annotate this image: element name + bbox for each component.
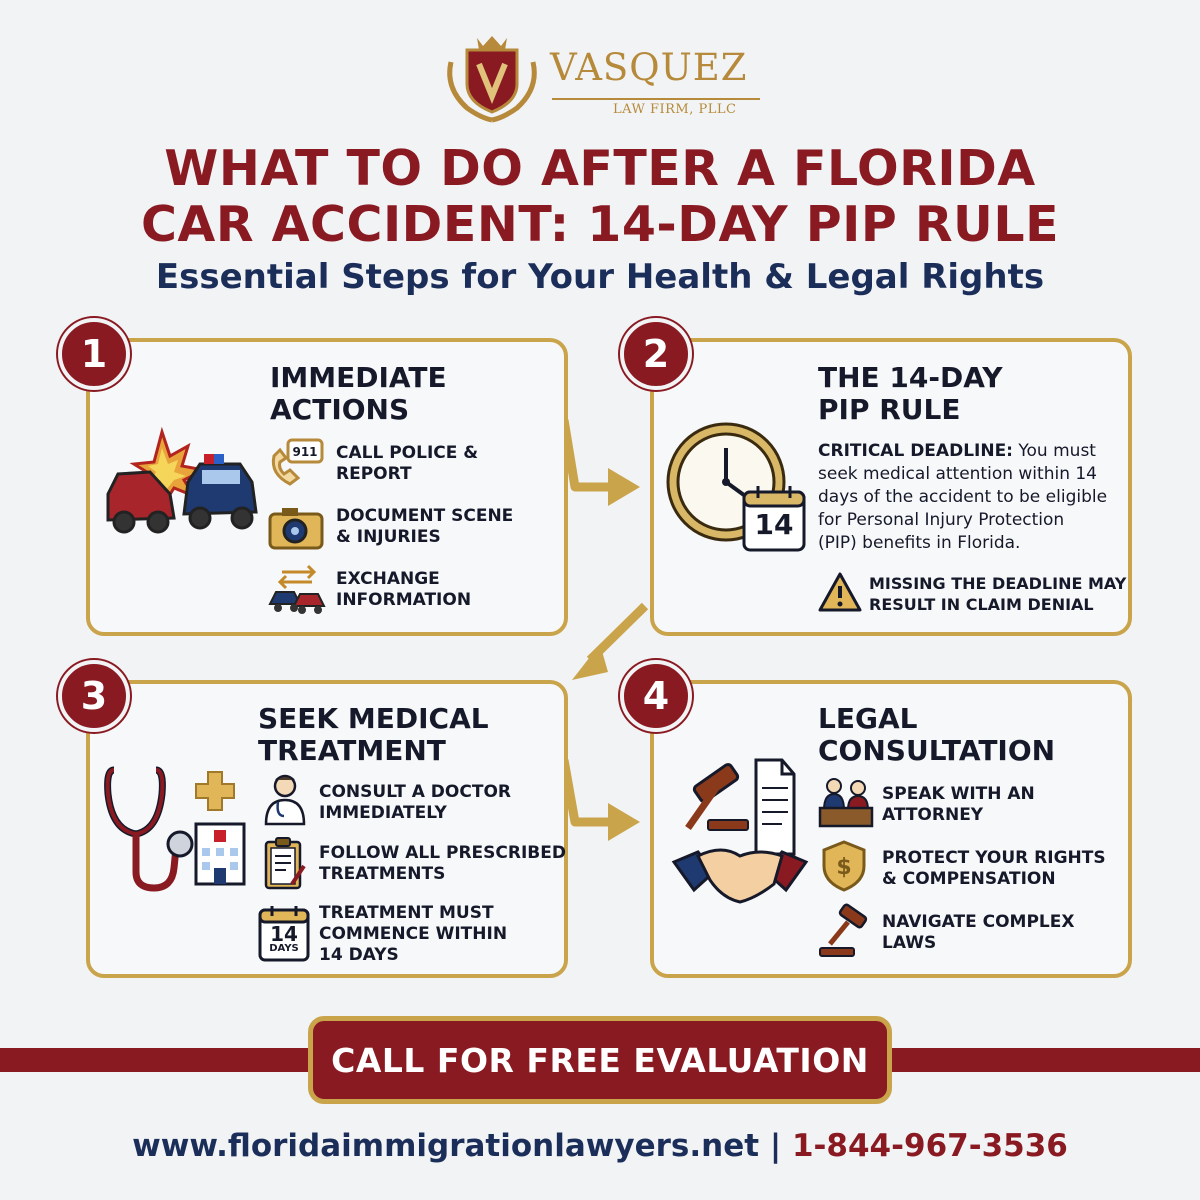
warning-icon (818, 572, 862, 612)
camera-icon (268, 504, 326, 550)
list-item: EXCHANGE INFORMATION (336, 569, 472, 610)
page-subtitle: Essential Steps for Your Health & Legal Rights (155, 257, 1045, 297)
svg-text:$: $ (836, 855, 852, 880)
step-title: SEEK MEDICAL TREATMENT (258, 702, 489, 767)
list-item: SPEAK WITH AN ATTORNEY (882, 784, 1035, 825)
exchange-cars-icon (268, 564, 326, 614)
deadline-text (818, 440, 1107, 555)
calendar-day-number: 14 (754, 508, 794, 541)
step-title: THE 14-DAY PIP RULE (818, 361, 1003, 426)
phone-911-icon (268, 438, 326, 488)
calendar-number: 14 (270, 922, 298, 946)
firm-name: VASQUEZ (550, 46, 748, 89)
list-item: PROTECT YOUR RIGHTS & COMPENSATION (882, 848, 1106, 889)
step-number-badge: 2 (620, 318, 692, 390)
step-number-badge: 4 (620, 660, 692, 732)
website-link[interactable]: www.floridaimmigrationlawyers.net (132, 1128, 760, 1164)
page-title-line-1: WHAT TO DO AFTER A FLORIDA (164, 140, 1036, 197)
list-item: FOLLOW ALL PRESCRIBED TREATMENTS (319, 843, 566, 884)
svg-text:911: 911 (292, 445, 318, 459)
doctor-icon (262, 772, 308, 826)
stethoscope-hospital-icon (104, 764, 254, 894)
list-item: CALL POLICE & REPORT (336, 443, 479, 484)
step-title: IMMEDIATE ACTIONS (270, 361, 447, 426)
list-item: TREATMENT MUST COMMENCE WITHIN 14 DAYS (319, 903, 508, 965)
step-number-badge: 3 (58, 660, 130, 732)
step-title: LEGAL CONSULTATION (818, 702, 1056, 767)
page-title-line-2: CAR ACCIDENT: 14-DAY PIP RULE (140, 196, 1060, 253)
deadline-label: CRITICAL DEADLINE: (818, 441, 1013, 461)
arrow-step3-to-step4 (564, 760, 612, 822)
firm-subtitle: LAW FIRM, PLLC (613, 102, 737, 117)
free-evaluation-button[interactable]: CALL FOR FREE EVALUATION (308, 1016, 892, 1104)
arrow-head-1 (608, 468, 640, 506)
arrow-step1-to-step2 (564, 420, 612, 487)
deadline-description: You must seek medical attention within 14 days of the accident to be eligible for Personal Injury Protection (PIP) benefits in Florida. (818, 441, 1108, 553)
warning-text: MISSING THE DEADLINE MAY RESULT IN CLAIM DENIAL (869, 574, 1127, 614)
list-item: CONSULT A DOCTOR IMMEDIATELY (319, 782, 511, 823)
phone-link[interactable]: 1-844-967-3536 (791, 1128, 1068, 1164)
calendar-days-label: DAYS (269, 943, 299, 954)
clipboard-icon (262, 836, 308, 890)
shield-dollar-icon (822, 840, 866, 892)
arrow-head-3 (608, 803, 640, 841)
handshake-gavel-icon (670, 752, 810, 912)
footer-separator: | (769, 1128, 782, 1164)
list-item: DOCUMENT SCENE & INJURIES (336, 506, 514, 547)
step-number-badge: 1 (58, 318, 130, 390)
gavel-icon (818, 904, 872, 958)
attorney-meeting-icon (818, 776, 874, 828)
footer-contact (0, 1128, 1200, 1164)
car-crash-icon (104, 424, 260, 542)
list-item: NAVIGATE COMPLEX LAWS (882, 912, 1075, 953)
